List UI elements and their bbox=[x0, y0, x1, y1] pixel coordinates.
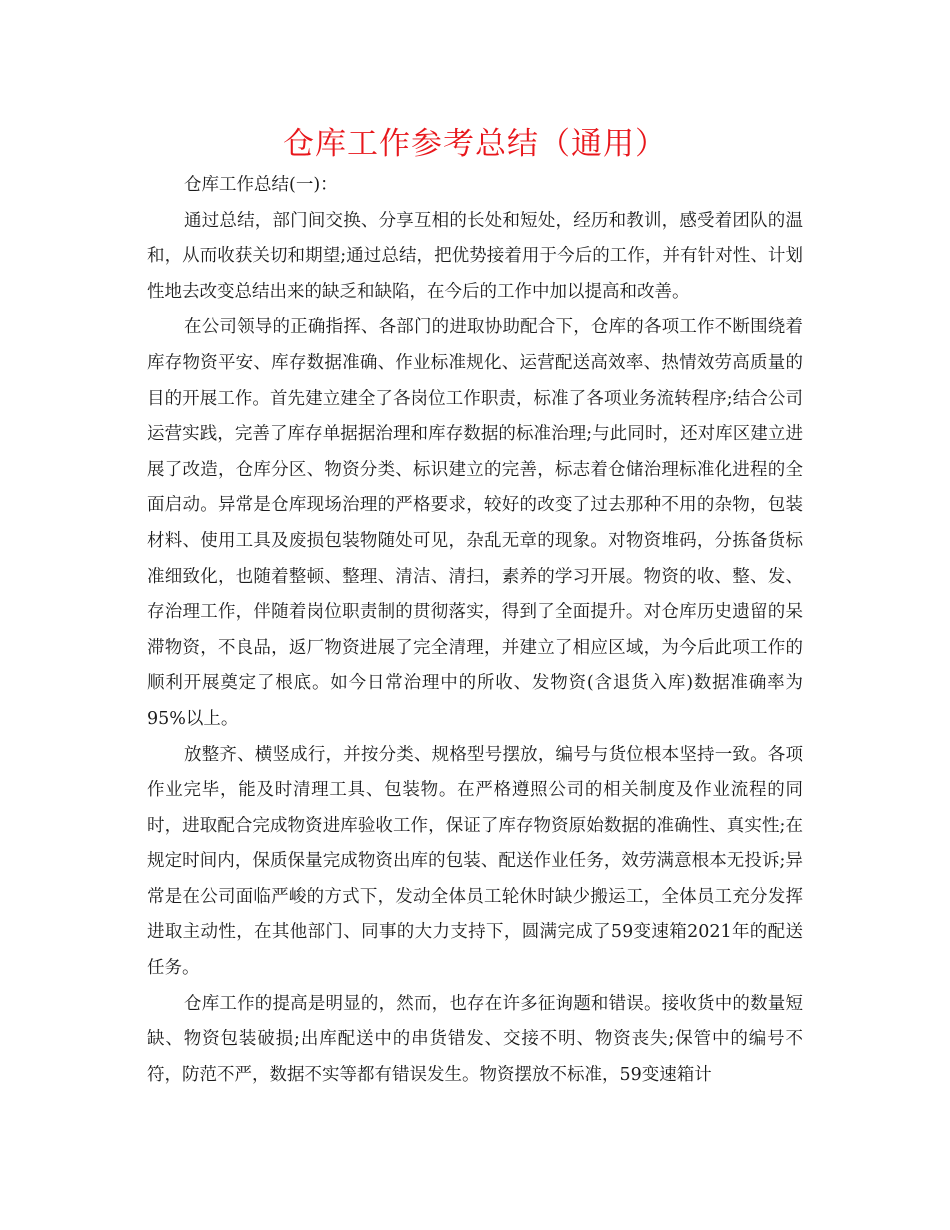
paragraph-2: 在公司领导的正确指挥、各部门的进取协助配合下，仓库的各项工作不断围绕着库存物资平安、库存数据准确、作业标准规化、运营配送高效率、热情效劳高质量的目的开展工作。首先建立建全了各岗位工作职责，标准了各项业务流转程序;结合公司运营实践，完善了库存单据据治理和库存数据的标准治理;与此同时，还对库区建立进展了改造，仓库分区、物资分类、标识建立的完善，标志着仓储治理标准化进程的全面启动。异常是仓库现场治理的严格要求，较好的改变了过去那种不用的杂物，包装材料、使用工具及废损包装物随处可见，杂乱无章的现象。对物资堆码，分拣备货标准细致化，也随着整顿、整理、清洁、清扫，素养的学习开展。物资的收、整、发、存治理工作，伴随着岗位职责制的贯彻落实，得到了全面提升。对仓库历史遗留的呆滞物资，不良品，返厂物资进展了完全清理，并建立了相应区域，为今后此项工作的顺利开展奠定了根底。如今日常治理中的所收、发物资(含退货入库)数据准确率为95%以上。 bbox=[147, 317, 803, 729]
section-subheading: 仓库工作总结(一)： bbox=[184, 175, 338, 195]
paragraph-1: 通过总结，部门间交换、分享互相的长处和短处，经历和教训，感受着团队的温和，从而收获关切和期望;通过总结，把优势接着用于今后的工作，并有针对性、计划性地去改变总结出来的缺乏和缺陷，在今后的工作中加以提高和改善。 bbox=[147, 210, 803, 302]
paragraph-4: 仓库工作的提高是明显的，然而，也存在许多征询题和错误。接收货中的数量短缺、物资包装破损;出库配送中的串货错发、交接不明、物资丧失;保管中的编号不符，防范不严，数据不实等都有错误发生。物资摆放不标准，59变速箱计 bbox=[147, 993, 803, 1085]
document-title: 仓库工作参考总结（通用） bbox=[283, 126, 667, 162]
paragraph-3: 放整齐、横竖成行，并按分类、规格型号摆放，编号与货位根本坚持一致。各项作业完毕，能及时清理工具、包装物。在严格遵照公司的相关制度及作业流程的同时，进取配合完成物资进库验收工作，保证了库存物资原始数据的准确性、真实性;在规定时间内，保质保量完成物资出库的包装、配送作业任务，效劳满意根本无投诉;异常是在公司面临严峻的方式下，发动全体员工轮休时缺少搬运工，全体员工充分发挥进取主动性，在其他部门、同事的大力支持下，圆满完成了59变速箱2021年的配送任务。 bbox=[147, 744, 803, 979]
document-body bbox=[147, 168, 803, 1093]
